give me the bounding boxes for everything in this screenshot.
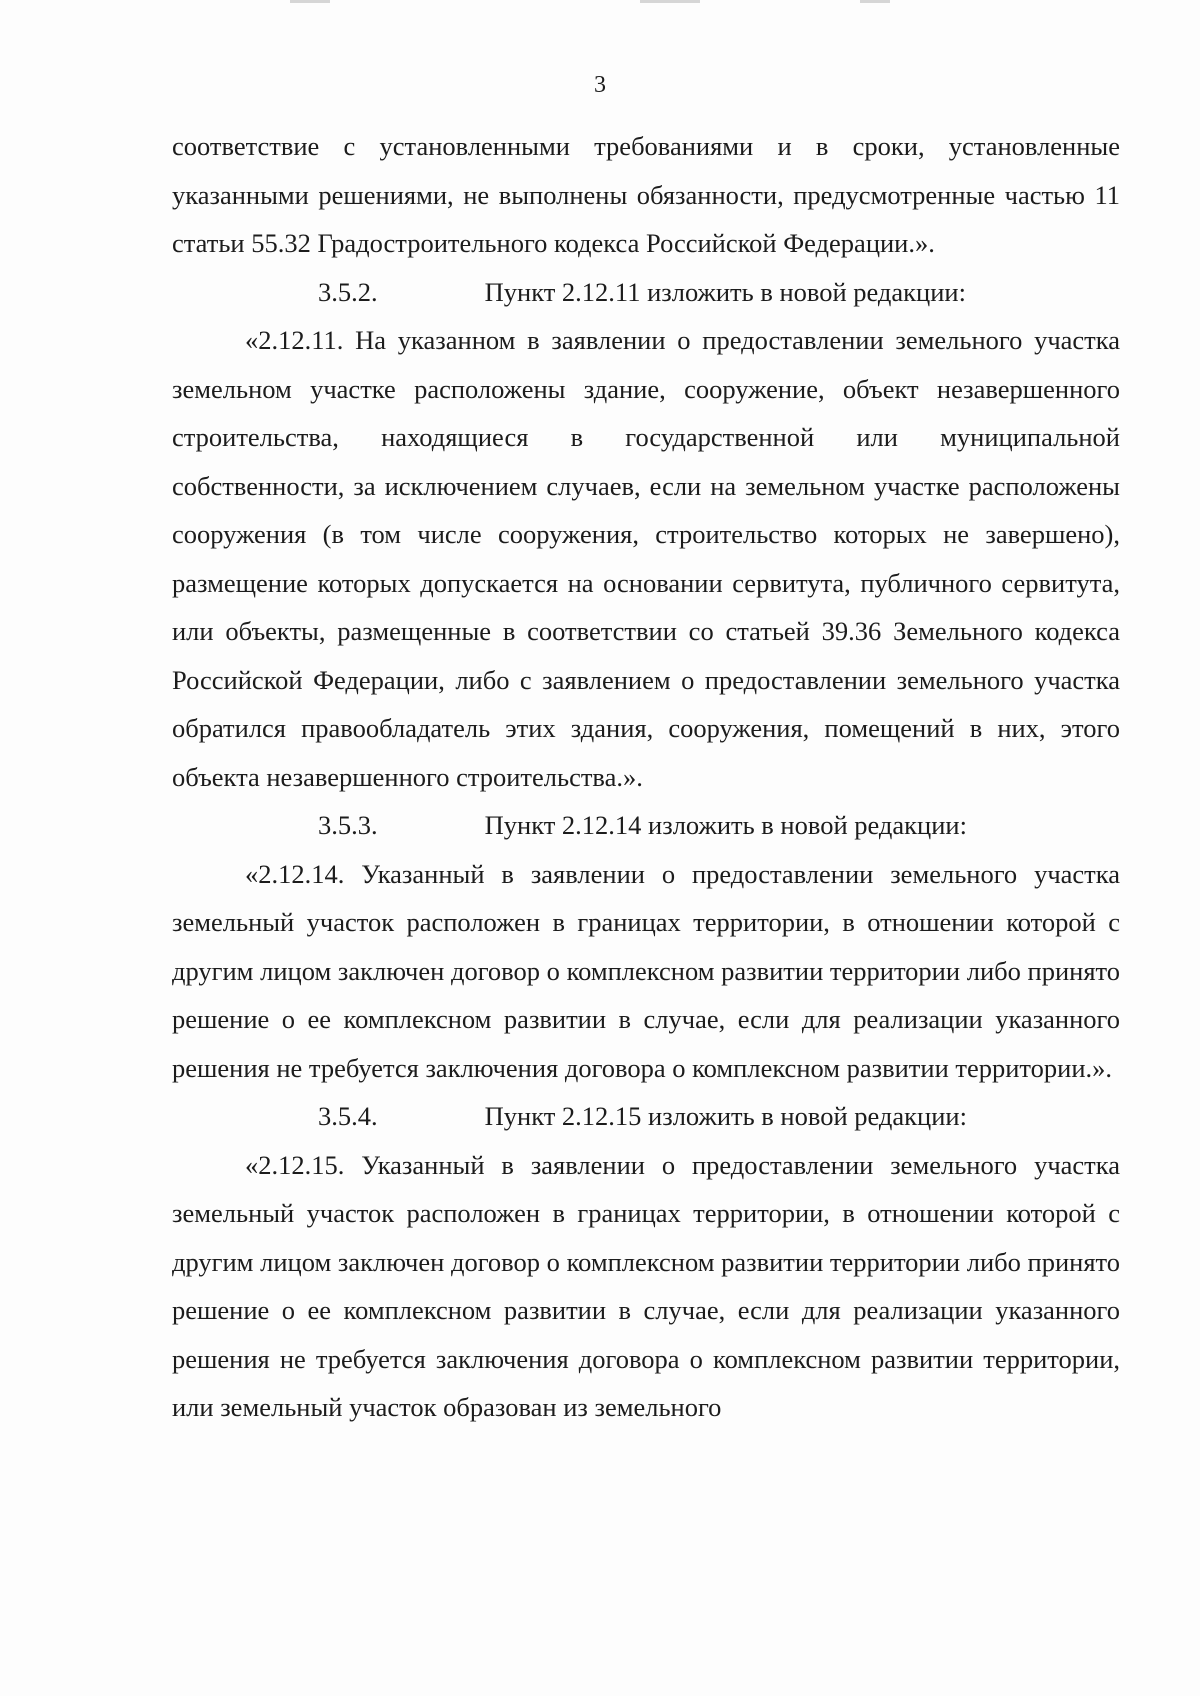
paragraph-continuation: соответствие с установленными требованиями и в сроки, установленные указанными решениями, не выполнены обязанности, предусмотренные частью 11 статьи 55.32 Градостроительного кодекса Российской Федерации.». [172,131,1120,258]
item-text: Пункт 2.12.14 изложить в новой редакции: [484,810,967,840]
scan-artifact [290,0,330,3]
paragraph-2-12-15: «2.12.15. Указанный в заявлении о предоставлении земельного участка земельный участок расположен в границах территории, в отношении которой с другим лицом заключен договор о комплексном развитии территории либо принято решение о ее комплексном развитии в случае, если для реализации указанного решения не требуется заключения договора о комплексном развитии территории, или земельный участок образован из земельного [172,1149,1120,1422]
scan-artifact [640,0,700,3]
item-number: 3.5.3. [318,810,378,840]
item-number: 3.5.2. [318,276,378,307]
list-item-3-5-2 [172,268,1120,317]
list-item-3-5-3 [172,801,1120,850]
page-number: 3 [594,72,606,98]
item-text: Пункт 2.12.15 изложить в новой редакции: [484,1101,967,1131]
list-item-3-5-4 [172,1092,1120,1141]
paragraph-2-12-14: «2.12.14. Указанный в заявлении о предоставлении земельного участка земельный участок расположен в границах территории, в отношении которой с другим лицом заключен договор о комплексном развитии территории либо принято решение о ее комплексном развитии в случае, если для реализации указанного решения не требуется заключения договора о комплексном развитии территории.». [172,858,1120,1083]
item-text: Пункт 2.12.11 изложить в новой редакции: [484,276,966,307]
document-body [172,122,1120,1432]
item-number: 3.5.4. [318,1101,378,1131]
scan-artifact [860,0,890,3]
paragraph-2-12-11: «2.12.11. На указанном в заявлении о предоставлении земельного участка земельном участке расположены здание, сооружение, объект незавершенного строительства, находящиеся в государственной или муниципальной собственности, за исключением случаев, если на земельном участке расположены сооружения (в том числе сооружения, строительство которых не завершено), размещение которых допускается на основании сервитута, публичного сервитута, или объекты, размещенные в соответствии со статьей 39.36 Земельного кодекса Российской Федерации, либо с заявлением о предоставлении земельного участка обратился правообладатель этих здания, сооружения, помещений в них, этого объекта незавершенного строительства.». [172,325,1120,792]
